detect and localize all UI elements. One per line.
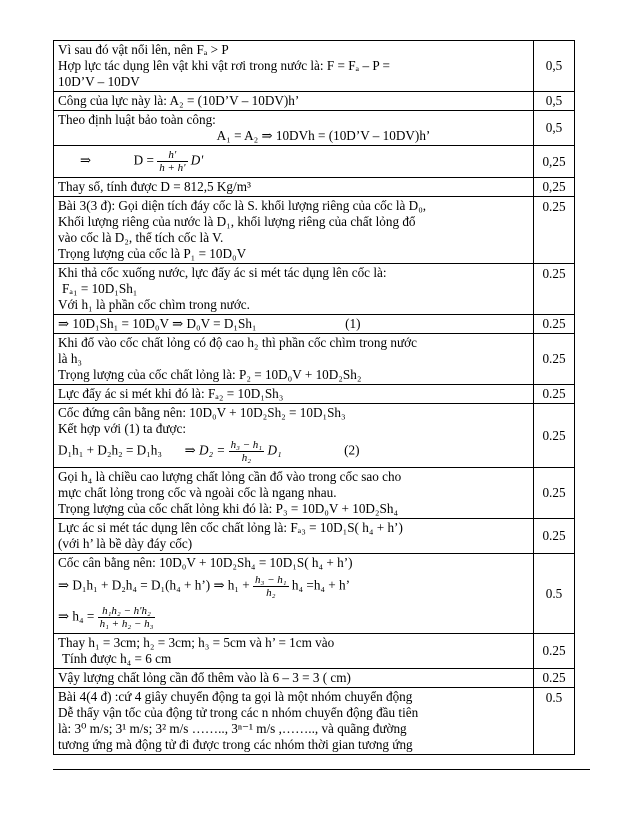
text-line: Hợp lực tác dụng lên vật khi vật rơi trong nước là: F = Fₐ – P =: [58, 58, 390, 73]
text-line: Thay số, tính được D = 812,5 Kg/m³: [58, 179, 251, 194]
score-cell: 0,5: [534, 111, 575, 146]
text-line: A₁ = A₂ ⇒ 10DVh = (10D’V – 10DV)h’: [216, 128, 431, 143]
text-line: 10D’V – 10DV: [58, 74, 140, 89]
content-cell: [54, 404, 534, 468]
score-cell: 0.25: [534, 468, 575, 519]
text-line: Khi đổ vào cốc chất lỏng có độ cao h₂ thì phần cốc chìm trong nước: [58, 335, 417, 350]
content-cell: [54, 92, 534, 111]
text-line: Trọng lượng của cốc chất lỏng là: P₂ = 10D₀V + 10D₂Sh₂: [58, 367, 362, 382]
table-row: [54, 634, 575, 669]
text-line: vào cốc là D₂, thể tích cốc là V.: [58, 230, 224, 245]
content-cell: [54, 385, 534, 404]
fraction-denominator: h₁ + h₂ − h₃: [99, 618, 154, 630]
text-line: mực chất lỏng trong cốc và ngoài cốc là ngang nhau.: [58, 485, 337, 500]
content-cell: [54, 688, 534, 755]
score-cell: 0,5: [534, 92, 575, 111]
text-line: Cốc cân bằng nên: 10D₀V + 10D₂Sh₄ = 10D₁S( h₄ + h’): [58, 555, 353, 570]
text-line: Trọng lượng của cốc chất lỏng khi đó là: P₃ = 10D₀V + 10D₂Sh₄: [58, 501, 399, 516]
text-line: Công của lực này là: A₂ = (10D’V – 10DV)h’: [58, 93, 300, 108]
score-cell: 0.25: [534, 385, 575, 404]
fraction-numerator: h₃ − h₁: [255, 574, 287, 586]
equation: ⇒ 10D₁Sh₁ = 10D₀V ⇒ D₀V = D₁Sh₁: [58, 316, 257, 331]
equation-lhs: D₂ =: [198, 442, 226, 458]
score-cell: 0.25: [534, 519, 575, 554]
equation-line: [58, 602, 529, 632]
score-cell: 0,5: [534, 41, 575, 92]
equation-rhs: D₁: [267, 442, 282, 458]
text-line: Fₐ₁ = 10D₁Sh₁: [62, 281, 138, 296]
equation-left: ⇒ h₄ =: [58, 608, 95, 624]
table-row: [54, 178, 575, 197]
text-line: Bài 4(4 đ) :cứ 4 giây chuyển động ta gọi là một nhóm chuyển động: [58, 689, 413, 704]
content-cell: [54, 554, 534, 634]
table-row: [54, 669, 575, 688]
text-line: là: 3⁰ m/s; 3¹ m/s; 3² m/s …….., 3ⁿ⁻¹ m/s ,…….., và quãng đường: [58, 721, 407, 736]
table-row: [54, 554, 575, 634]
equation-left: D₁h₁ + D₂h₂ = D₁h₃: [58, 442, 162, 458]
table-row: [54, 264, 575, 315]
table-row: [54, 404, 575, 468]
equation-left: ⇒ D₁h₁ + D₂h₄ = D₁(h₄ + h’) ⇒ h₁ +: [58, 577, 250, 593]
content-cell: [54, 468, 534, 519]
text-line: là h₃: [58, 351, 83, 366]
text-line: Vì sau đó vật nổi lên, nên Fₐ > P: [58, 42, 229, 57]
content-cell: [54, 146, 534, 178]
text-line: Khối lượng riêng của nước là D₁, khối lượng riêng của chất lỏng đổ: [58, 214, 416, 229]
equation-line: [58, 437, 529, 466]
table-row: [54, 385, 575, 404]
score-cell: 0.25: [534, 197, 575, 264]
table-row: [54, 315, 575, 334]
score-cell: 0,25: [534, 146, 575, 178]
fraction: [253, 574, 289, 599]
text-line: Với h₁ là phần cốc chìm trong nước.: [58, 297, 250, 312]
fraction: [157, 149, 187, 174]
text-line: Lực ác si mét tác dụng lên cốc chất lỏng là: Fₐ₃ = 10D₁S( h₄ + h’): [58, 520, 403, 535]
footer-divider: [53, 769, 590, 770]
table-row: [54, 688, 575, 755]
score-cell: 0.25: [534, 669, 575, 688]
equation-left: D =: [133, 152, 154, 168]
score-cell: 0.25: [534, 404, 575, 468]
text-line: Khi thả cốc xuống nước, lực đẩy ác si mét tác dụng lên cốc là:: [58, 265, 387, 280]
table-row: [54, 519, 575, 554]
text-line: Cốc đứng cân bằng nên: 10D₀V + 10D₂Sh₂ = 10D₁Sh₃: [58, 405, 346, 420]
implies-symbol: ⇒: [184, 442, 196, 458]
table-row: [54, 92, 575, 111]
table-row: [54, 197, 575, 264]
fraction-denominator: h₂: [241, 452, 252, 464]
content-cell: [54, 315, 534, 334]
text-line: Vậy lượng chất lỏng cần đổ thêm vào là 6 – 3 = 3 ( cm): [58, 670, 351, 685]
equation-right: D': [190, 152, 204, 168]
fraction-denominator: h + h': [159, 162, 186, 174]
text-line: Gọi h₄ là chiều cao lượng chất lỏng cần đổ vào trong cốc sao cho: [58, 469, 402, 484]
content-cell: [54, 178, 534, 197]
equation-line: [58, 571, 529, 602]
fraction-numerator: h': [157, 149, 187, 162]
implies-symbol: ⇒: [80, 152, 92, 168]
table-row: [54, 111, 575, 146]
text-line: Lực đẩy ác si mét khi đó là: Fₐ₂ = 10D₁Sh₃: [58, 386, 284, 401]
text-line: Trọng lượng của cốc là P₁ = 10D₀V: [58, 246, 247, 261]
content-cell: [54, 264, 534, 315]
score-cell: 0.5: [534, 554, 575, 634]
content-cell: [54, 111, 534, 146]
fraction-denominator: h₂: [266, 587, 276, 599]
fraction-numerator: h₁h₂ − h'h₂: [98, 605, 156, 618]
score-cell: 0.5: [534, 688, 575, 755]
content-cell: [54, 334, 534, 385]
content-cell: [54, 519, 534, 554]
fraction: [98, 605, 156, 630]
text-line: tương ứng mà động tử đi được trong các nhóm thời gian tương ứng: [58, 737, 413, 752]
table-row: [54, 146, 575, 178]
equation-right: h₄ =h₄ + h’: [291, 577, 351, 593]
solution-table: [53, 40, 575, 755]
text-line: Bài 3(3 đ): Gọi diện tích đáy cốc là S. khối lượng riêng của cốc là D₀,: [58, 198, 427, 213]
table-row: [54, 41, 575, 92]
content-cell: [54, 669, 534, 688]
text-line: Dễ thấy vận tốc của động tử trong các n nhóm chuyển động đầu tiên: [58, 705, 419, 720]
table-row: [54, 468, 575, 519]
score-cell: 0.25: [534, 315, 575, 334]
score-cell: 0.25: [534, 634, 575, 669]
score-cell: 0,25: [534, 178, 575, 197]
score-cell: 0.25: [534, 334, 575, 385]
content-cell: [54, 41, 534, 92]
text-line: Thay h₁ = 3cm; h₂ = 3cm; h₃ = 5cm và h’ = 1cm vào: [58, 635, 335, 650]
equation-tag: (2): [344, 442, 360, 458]
text-line: (với h’ là bề dày đáy cốc): [58, 536, 193, 551]
table-row: [54, 334, 575, 385]
text-line: Tính được h₄ = 6 cm: [62, 651, 172, 666]
fraction-numerator: h₃ − h₁: [230, 439, 263, 451]
fraction: [229, 439, 265, 464]
content-cell: [54, 634, 534, 669]
equation-tag: (1): [345, 316, 361, 331]
score-cell: 0.25: [534, 264, 575, 315]
content-cell: [54, 197, 534, 264]
text-line: Kết hợp với (1) ta được:: [58, 421, 187, 436]
text-line: Theo định luật bảo toàn công:: [58, 112, 216, 127]
